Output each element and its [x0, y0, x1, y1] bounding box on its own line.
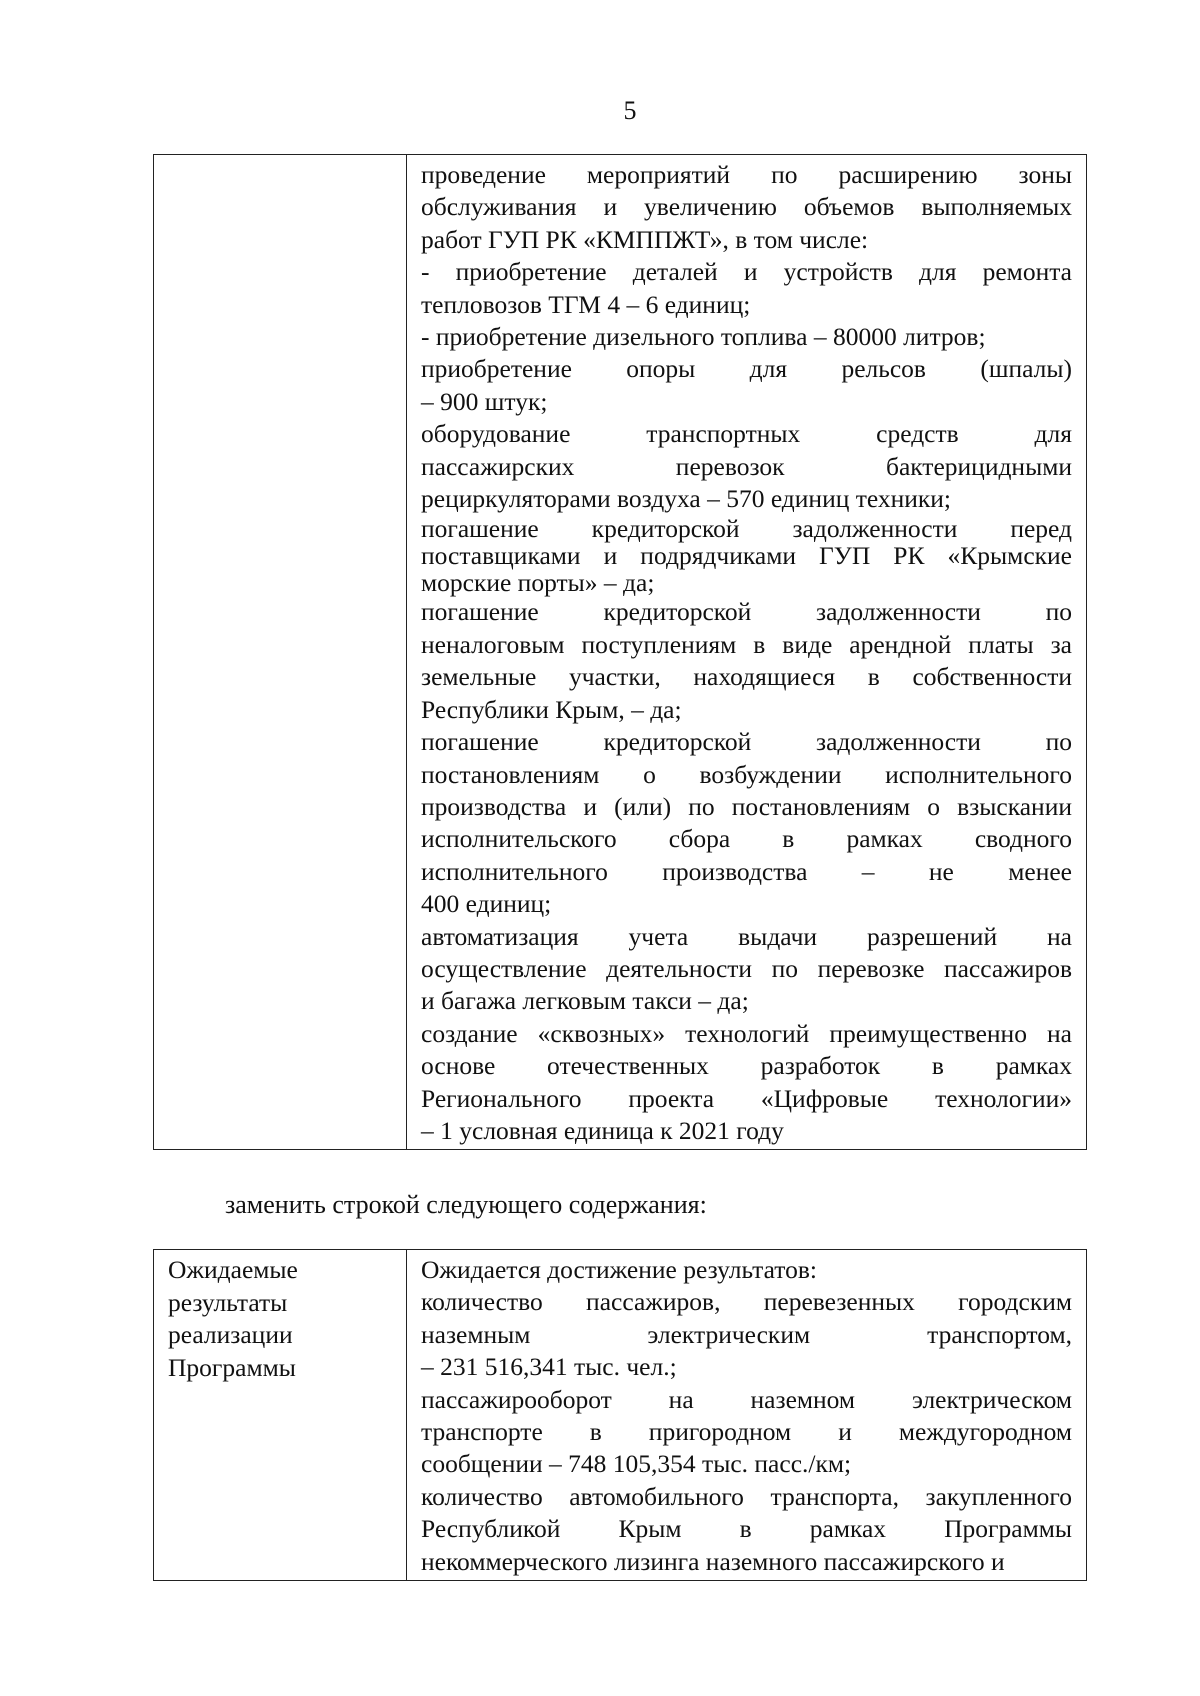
table-cell-content: [407, 1250, 1087, 1581]
paragraph: [421, 1481, 1072, 1578]
text-line: количество автомобильного транспорта, закупленного: [421, 1481, 1072, 1511]
table-cell-empty: [154, 155, 407, 1150]
text-line: тепловозов ТГМ 4 – 6 единиц;: [421, 289, 751, 319]
text-line: сообщении – 748 105,354 тыс. пасс./км;: [421, 1449, 852, 1479]
paragraph: [421, 256, 1072, 321]
text-line: приобретение опоры для рельсов (шпалы): [421, 354, 1072, 384]
text-line: автоматизация учета выдачи разрешений на: [421, 921, 1072, 951]
paragraph: [421, 1286, 1072, 1383]
text-line: наземным электрическим транспортом,: [421, 1319, 1072, 1349]
paragraph: [421, 1018, 1072, 1148]
text-line: работ ГУП РК «КМППЖТ», в том числе:: [421, 224, 869, 254]
text-line: - приобретение деталей и устройств для ремонта: [421, 257, 1072, 287]
table-cell-content: [407, 155, 1087, 1150]
text-line: – 1 условная единица к 2021 году: [421, 1115, 784, 1145]
text-line: Ожидается достижение результатов:: [421, 1255, 817, 1284]
text-line: исполнительского сбора в рамках сводного: [421, 824, 1072, 854]
paragraph: [421, 353, 1072, 418]
paragraph: [421, 726, 1072, 920]
heading-line: Ожидаемые: [168, 1255, 298, 1284]
text-line: морские порты» – да;: [421, 568, 655, 598]
text-line: погашение кредиторской задолженности перед: [421, 514, 1072, 544]
paragraph: [421, 1254, 1072, 1286]
paragraph: [421, 1384, 1072, 1481]
instruction-text: заменить строкой следующего содержания:: [225, 1190, 707, 1219]
text-line: основе отечественных разработок в рамках: [421, 1051, 1072, 1081]
table-row: [154, 1250, 1087, 1581]
text-line: транспорте в пригородном и междугородном: [421, 1417, 1072, 1447]
table-continuation: [153, 154, 1087, 1150]
text-line: осуществление деятельности по перевозке пассажиров: [421, 953, 1072, 983]
paragraph: [421, 515, 1072, 596]
text-line: количество пассажиров, перевезенных городским: [421, 1287, 1072, 1317]
text-line: – 231 516,341 тыс. чел.;: [421, 1352, 677, 1382]
text-line: 400 единиц;: [421, 889, 552, 919]
text-line: производства и (или) по постановлениям о взыскании: [421, 791, 1072, 821]
page-number: 5: [623, 96, 637, 125]
text-line: неналоговым поступлениям в виде арендной платы за: [421, 629, 1072, 659]
text-line: – 900 штук;: [421, 386, 548, 416]
text-line: - приобретение дизельного топлива – 80000 литров;: [421, 322, 986, 352]
text-line: некоммерческого лизинга наземного пассажирского и: [421, 1546, 1005, 1576]
table-row: [154, 155, 1087, 1150]
text-line: постановлениям о возбуждении исполнительного: [421, 759, 1072, 789]
text-line: погашение кредиторской задолженности по: [421, 727, 1072, 757]
text-line: Республики Крым, – да;: [421, 694, 682, 724]
table-replacement: [153, 1249, 1087, 1581]
text-line: и багажа легковым такси – да;: [421, 986, 749, 1016]
paragraph: [421, 159, 1072, 256]
text-line: проведение мероприятий по расширению зоны: [421, 160, 1072, 189]
text-line: Регионального проекта «Цифровые технологии»: [421, 1083, 1072, 1113]
paragraph: [421, 321, 1072, 353]
heading-line: Программы: [168, 1352, 296, 1382]
text-line: погашение кредиторской задолженности по: [421, 597, 1072, 627]
heading-line: реализации: [168, 1320, 293, 1349]
text-line: оборудование транспортных средств для: [421, 419, 1072, 449]
text-line: пассажирских перевозок бактерицидными: [421, 451, 1072, 481]
heading-line: результаты: [168, 1287, 288, 1317]
text-line: земельные участки, находящиеся в собственности: [421, 662, 1072, 692]
paragraph: [421, 418, 1072, 515]
text-line: Республикой Крым в рамках Программы: [421, 1514, 1072, 1544]
text-line: рециркуляторами воздуха – 570 единиц техники;: [421, 484, 952, 514]
text-line: поставщиками и подрядчиками ГУП РК «Крымские: [421, 541, 1072, 571]
text-line: обслуживания и увеличению объемов выполняемых: [421, 192, 1072, 222]
text-line: создание «сквозных» технологий преимущественно на: [421, 1018, 1072, 1048]
text-line: исполнительного производства – не менее: [421, 856, 1072, 886]
paragraph: [421, 921, 1072, 1018]
table-cell-heading: [154, 1250, 407, 1581]
paragraph: [421, 596, 1072, 726]
text-line: пассажирооборот на наземном электрическом: [421, 1384, 1072, 1414]
